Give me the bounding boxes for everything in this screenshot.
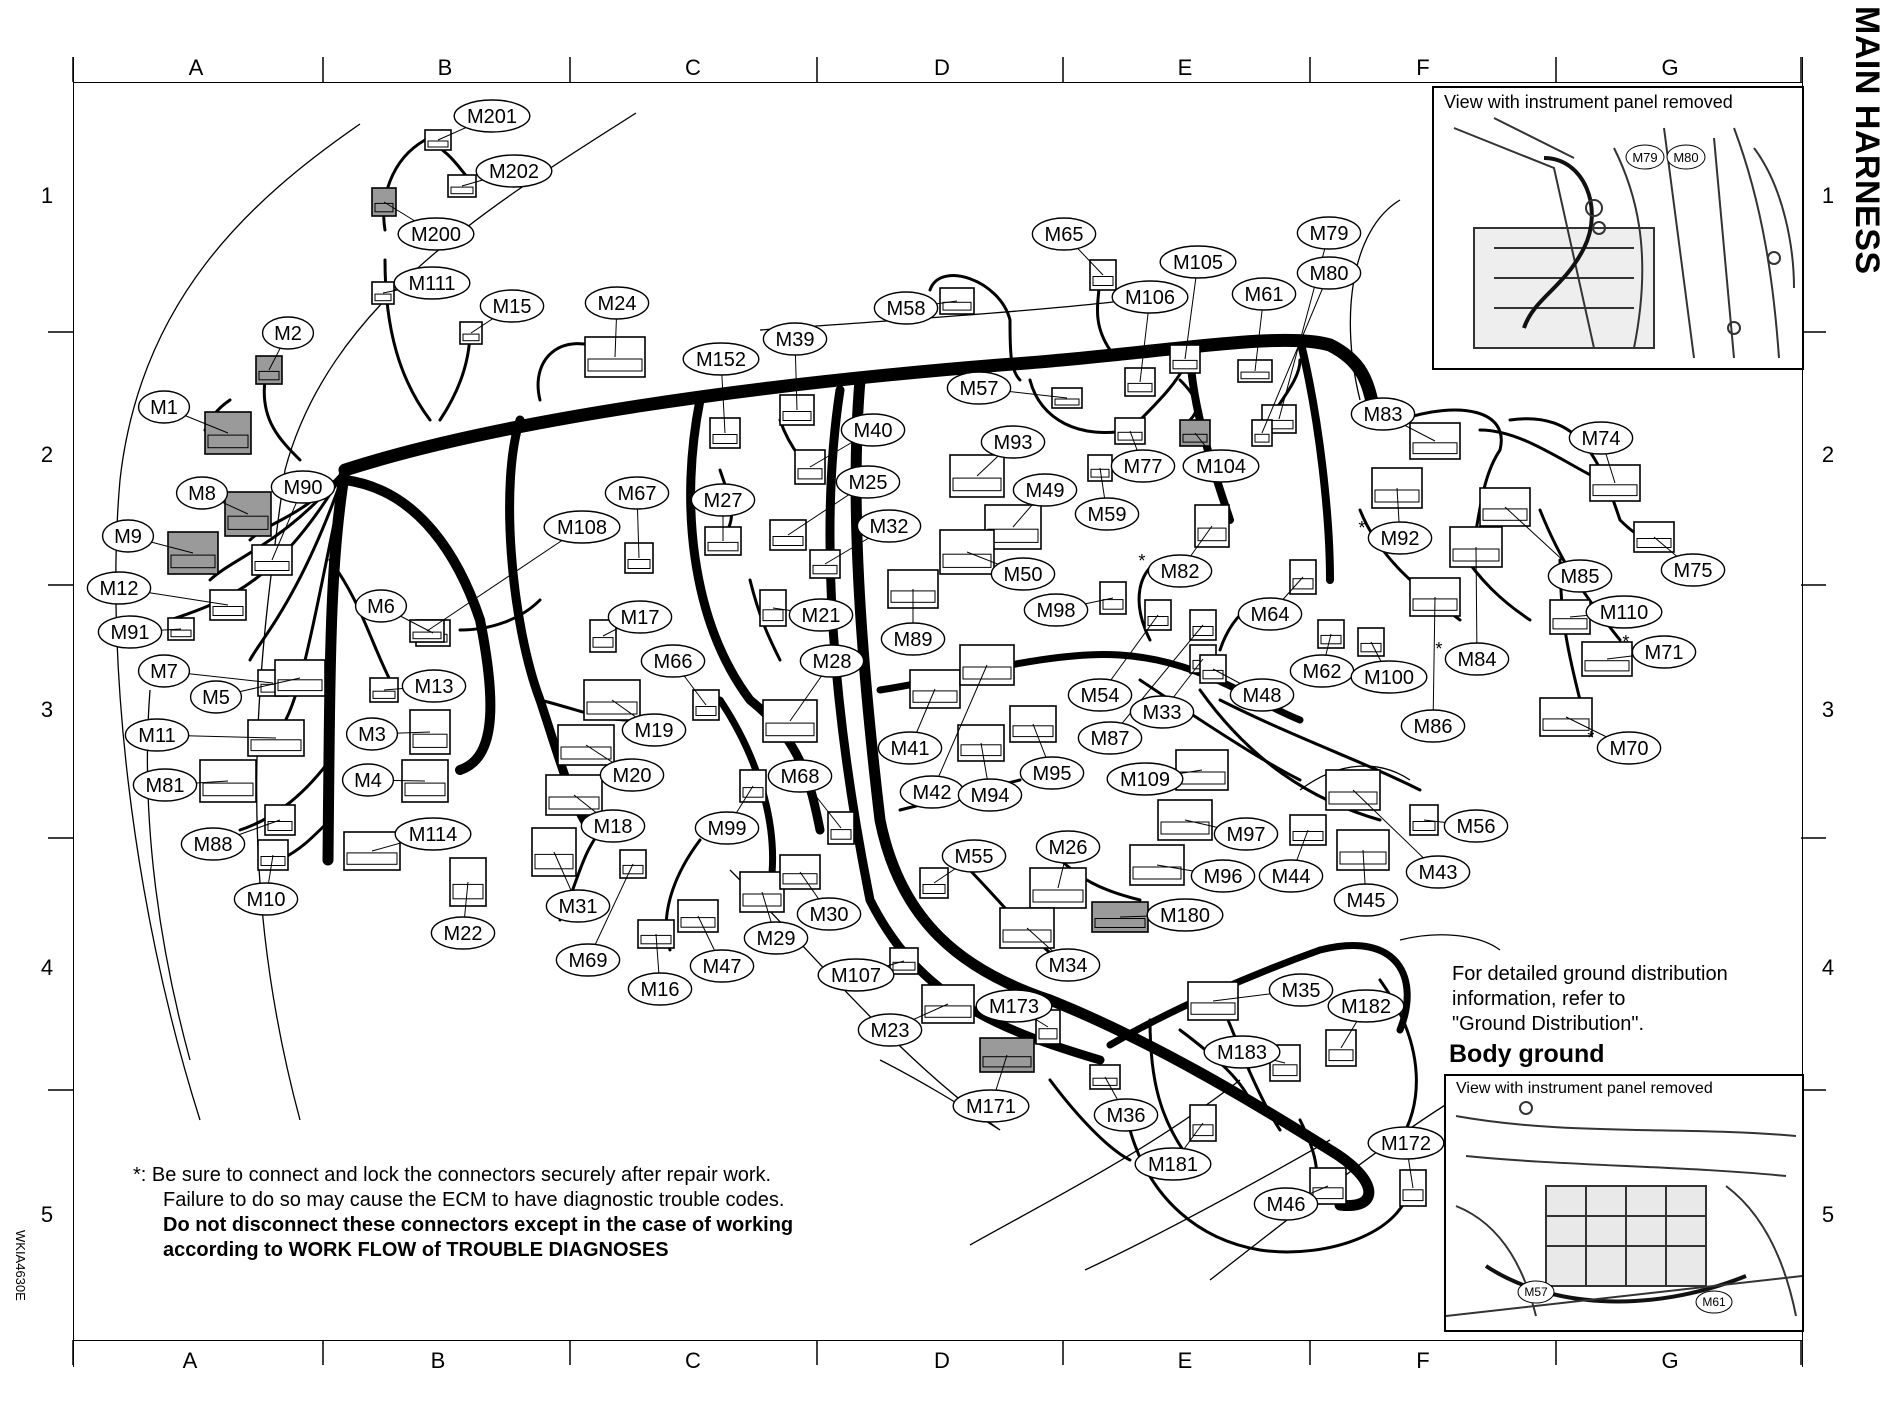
label-m152: M152: [695, 349, 747, 371]
label-m77: M77: [1123, 456, 1163, 478]
leader-m108: [427, 527, 582, 631]
label-m21: M21: [801, 605, 841, 627]
inset-bottom-drawing: [1446, 1076, 1802, 1330]
label-m8: M8: [188, 483, 216, 505]
label-m18: M18: [593, 816, 633, 838]
label-m44: M44: [1271, 866, 1311, 888]
label-m92: M92: [1380, 528, 1420, 550]
label-m95: M95: [1032, 763, 1072, 785]
label-m41: M41: [890, 738, 930, 760]
label-m47: M47: [702, 956, 742, 978]
label-m79: M79: [1309, 223, 1349, 245]
col-label-g-bottom: G: [1661, 1348, 1679, 1373]
label-m12: M12: [99, 578, 139, 600]
label-m97: M97: [1226, 824, 1266, 846]
label-m32: M32: [869, 516, 909, 538]
label-m39: M39: [775, 329, 815, 351]
label-m24: M24: [597, 293, 637, 315]
label-m65: M65: [1044, 224, 1084, 246]
label-m87: M87: [1090, 728, 1130, 750]
col-label-a-bottom: A: [182, 1348, 198, 1373]
label-m30: M30: [809, 904, 849, 926]
label-m31: M31: [558, 896, 598, 918]
label-m91: M91: [110, 622, 150, 644]
footnote-line1: *: Be sure to connect and lock the connectors securely after repair work.: [133, 1164, 772, 1186]
col-label-e-bottom: E: [1177, 1348, 1193, 1373]
label-m4: M4: [354, 770, 382, 792]
label-m6: M6: [367, 596, 395, 618]
label-m40: M40: [853, 420, 893, 442]
footnote: [135, 1163, 975, 1263]
label-m173: M173: [988, 996, 1040, 1018]
col-label-g: G: [1661, 55, 1679, 80]
label-m54: M54: [1080, 685, 1120, 707]
inset-label-m80: M80: [1673, 150, 1699, 165]
inset-label-m57: M57: [1524, 1285, 1548, 1299]
col-label-d-bottom: D: [934, 1348, 950, 1373]
label-m109: M109: [1119, 769, 1171, 791]
label-m171: M171: [965, 1096, 1017, 1118]
col-label-b: B: [437, 55, 453, 80]
label-m92-star: *: [1358, 518, 1366, 538]
label-m25: M25: [848, 472, 888, 494]
inset-top-drawing: [1434, 88, 1802, 368]
label-m67: M67: [617, 483, 657, 505]
label-m66: M66: [653, 651, 693, 673]
ground-note-line3: "Ground Distribution".: [1452, 1013, 1645, 1035]
label-m55: M55: [954, 846, 994, 868]
label-m59: M59: [1087, 504, 1127, 526]
label-m9: M9: [114, 526, 142, 548]
label-m114: M114: [408, 824, 458, 846]
label-m36: M36: [1106, 1105, 1146, 1127]
label-m69: M69: [568, 950, 608, 972]
label-m105: M105: [1172, 252, 1224, 274]
label-m17: M17: [620, 607, 660, 629]
label-m49: M49: [1025, 480, 1065, 502]
label-m96: M96: [1203, 866, 1243, 888]
row-label-3-right: 3: [1821, 697, 1835, 722]
label-m2: M2: [274, 323, 302, 345]
col-label-c: C: [685, 55, 701, 80]
label-m70: M70: [1609, 738, 1649, 760]
row-label-4: 4: [40, 955, 54, 980]
label-m48: M48: [1242, 685, 1282, 707]
label-m70-star: *: [1587, 728, 1595, 748]
label-m81: M81: [145, 775, 185, 797]
label-m20: M20: [612, 765, 652, 787]
label-m88: M88: [193, 834, 233, 856]
label-m110: M110: [1599, 602, 1649, 624]
row-label-5: 5: [40, 1202, 54, 1227]
label-m50: M50: [1003, 564, 1043, 586]
label-m7: M7: [150, 661, 178, 683]
label-m104: M104: [1195, 456, 1247, 478]
label-m86: M86: [1413, 716, 1453, 738]
label-m182: M182: [1340, 996, 1392, 1018]
label-m46: M46: [1266, 1194, 1306, 1216]
label-m26: M26: [1048, 837, 1088, 859]
label-m82: M82: [1160, 561, 1200, 583]
row-label-1-right: 1: [1821, 183, 1835, 208]
footnote-line3: Do not disconnect these connectors except in the case of working: [163, 1214, 794, 1236]
row-label-5-right: 5: [1821, 1202, 1835, 1227]
col-label-d: D: [934, 55, 950, 80]
label-m108: M108: [556, 517, 608, 539]
col-label-a: A: [188, 55, 204, 80]
label-m64: M64: [1250, 604, 1290, 626]
label-m35: M35: [1281, 980, 1321, 1002]
label-m82-star: *: [1138, 551, 1146, 571]
row-label-4-right: 4: [1821, 955, 1835, 980]
label-m29: M29: [756, 928, 796, 950]
label-m201: M201: [466, 106, 518, 128]
label-m90: M90: [283, 477, 323, 499]
label-m85: M85: [1560, 566, 1600, 588]
footnote-line2: Failure to do so may cause the ECM to have diagnostic trouble codes.: [163, 1189, 785, 1211]
label-m27: M27: [703, 490, 743, 512]
col-label-e: E: [1177, 55, 1193, 80]
label-m200: M200: [410, 224, 462, 246]
label-m75: M75: [1673, 560, 1713, 582]
label-m172: M172: [1380, 1133, 1432, 1155]
label-m33: M33: [1142, 702, 1182, 724]
inset-label-m79: M79: [1632, 150, 1658, 165]
label-m180: M180: [1159, 905, 1211, 927]
inset-bottom-panel-view: [1444, 1074, 1804, 1332]
label-m83: M83: [1363, 404, 1403, 426]
label-m22: M22: [443, 923, 483, 945]
row-label-2: 2: [40, 442, 54, 467]
label-m11: M11: [138, 725, 176, 747]
label-m28: M28: [812, 651, 852, 673]
label-m99: M99: [707, 818, 747, 840]
label-m45: M45: [1346, 890, 1386, 912]
label-m71: M71: [1644, 642, 1684, 664]
label-m61: M61: [1244, 284, 1284, 306]
label-m84-star: *: [1435, 639, 1443, 659]
label-m15: M15: [492, 296, 532, 318]
label-m42: M42: [912, 782, 952, 804]
inset-label-m61: M61: [1702, 1295, 1726, 1309]
label-m58: M58: [886, 298, 926, 320]
ground-note-line2: information, refer to: [1452, 988, 1626, 1010]
label-m34: M34: [1048, 955, 1088, 977]
col-label-f-bottom: F: [1416, 1348, 1430, 1373]
label-m68: M68: [780, 766, 820, 788]
page-title: MAIN HARNESS: [1848, 6, 1886, 275]
label-m80: M80: [1309, 263, 1349, 285]
ground-note-line1: For detailed ground distribution: [1452, 963, 1728, 985]
row-label-1: 1: [40, 183, 54, 208]
label-m84: M84: [1457, 649, 1497, 671]
inset-top-panel-view: [1432, 86, 1804, 370]
inset-top-caption: View with instrument panel removed: [1444, 92, 1733, 112]
label-m19: M19: [634, 720, 674, 742]
label-m1: M1: [150, 397, 178, 419]
label-m202: M202: [488, 161, 540, 183]
col-label-f: F: [1416, 55, 1430, 80]
label-m13: M13: [414, 676, 454, 698]
label-m74: M74: [1581, 428, 1621, 450]
label-m16: M16: [640, 979, 680, 1001]
label-m107: M107: [830, 965, 882, 987]
label-m181: M181: [1147, 1154, 1199, 1176]
label-m56: M56: [1456, 816, 1496, 838]
col-label-c-bottom: C: [685, 1348, 701, 1373]
label-m62: M62: [1302, 661, 1342, 683]
label-m57: M57: [959, 378, 999, 400]
label-m100: M100: [1363, 667, 1415, 689]
row-label-2-right: 2: [1821, 442, 1835, 467]
label-m111: M111: [408, 273, 456, 295]
footnote-line4: according to WORK FLOW of TROUBLE DIAGNOSES: [163, 1239, 669, 1261]
col-label-b-bottom: B: [430, 1348, 446, 1373]
ground-distribution-note: [1452, 962, 1752, 1037]
label-m5: M5: [202, 687, 230, 709]
label-m23: M23: [870, 1020, 910, 1042]
label-m10: M10: [246, 889, 286, 911]
label-m3: M3: [358, 724, 386, 746]
label-m98: M98: [1036, 600, 1076, 622]
body-ground-heading: Body ground: [1449, 1040, 1605, 1068]
label-m89: M89: [893, 629, 933, 651]
inset-bottom-caption: View with instrument panel removed: [1456, 1080, 1713, 1097]
label-m183: M183: [1216, 1042, 1268, 1064]
label-m94: M94: [970, 785, 1010, 807]
label-m43: M43: [1418, 862, 1458, 884]
row-label-3: 3: [40, 697, 54, 722]
label-m71-star: *: [1622, 632, 1630, 652]
doc-id: WKIA4630E: [13, 1230, 28, 1301]
label-m93: M93: [993, 432, 1033, 454]
label-m106: M106: [1124, 287, 1176, 309]
